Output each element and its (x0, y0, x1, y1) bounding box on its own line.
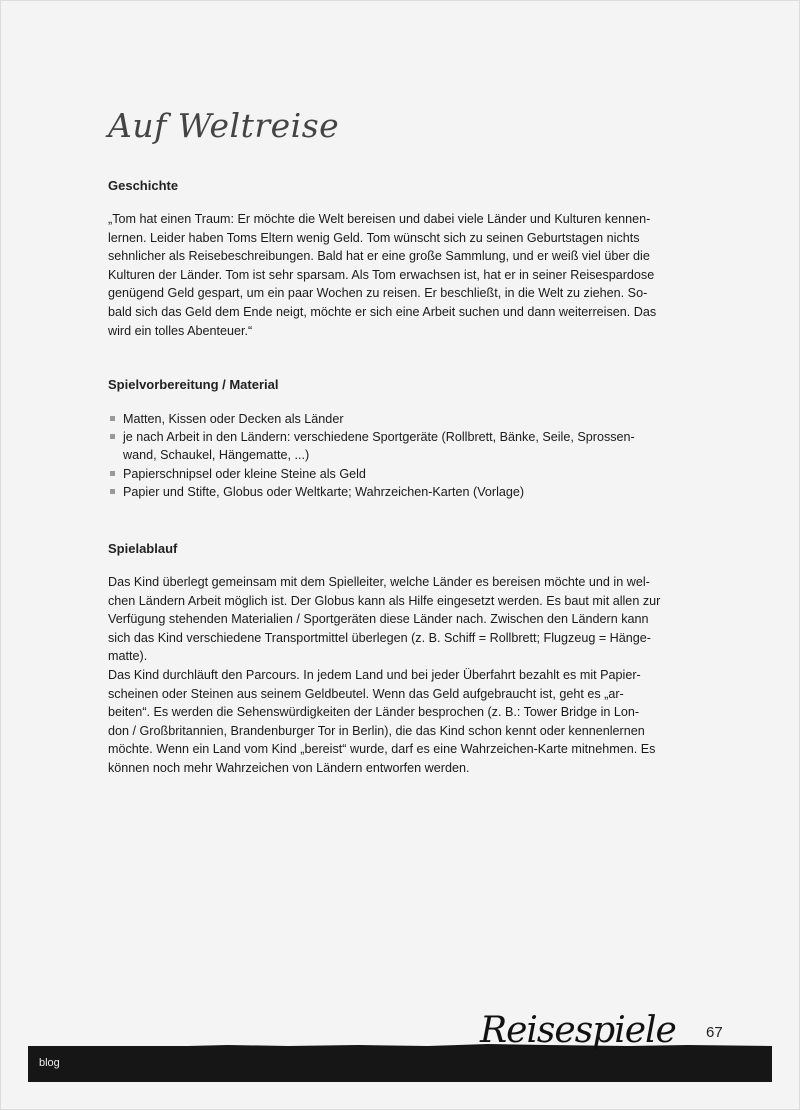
heading-geschichte: Geschichte (108, 178, 179, 193)
text-line: bald sich das Geld dem Ende neigt, möchte er sich eine Arbeit suchen und dann weiterreisen. Das (108, 304, 657, 319)
text-line: don / Großbritannien, Brandenburger Tor in Berlin), die das Kind schon kennt oder kennenlernen (108, 723, 645, 738)
text-line: Kulturen der Länder. Tom ist sehr sparsam. Als Tom erwachsen ist, hat er in seiner Reisespardose (108, 267, 655, 282)
bullet-icon (110, 471, 115, 476)
list-item-text: Papierschnipsel oder kleine Steine als Geld (123, 466, 366, 481)
procedure-paragraph (108, 573, 661, 778)
list-item-text: Papier und Stifte, Globus oder Weltkarte; Wahrzeichen-Karten (Vorlage) (123, 484, 525, 499)
material-list (108, 410, 635, 501)
text-line: können noch mehr Wahrzeichen von Ländern entworfen werden. (108, 760, 470, 775)
text-line: beiten“. Es werden die Sehenswürdigkeiten der Länder besprochen (z. B.: Tower Bridge in Lon- (108, 705, 640, 720)
text-line: sehnlicher als Reisebeschreibungen. Bald hat er eine große Sammlung, und er weiß viel über die (108, 249, 650, 264)
list-item-text: Matten, Kissen oder Decken als Länder (123, 412, 344, 426)
text-line: möchte. Wenn ein Land vom Kind „bereist“ wurde, darf es eine Wahrzeichen-Karte mitnehmen. Es (108, 742, 656, 757)
text-line: matte). (108, 649, 148, 664)
text-line: genügend Geld gespart, um ein paar Wochen zu reisen. Er beschließt, in die Welt zu ziehen. So- (108, 286, 648, 301)
text-line: scheinen oder Steinen aus seinem Geldbeutel. Wenn das Geld aufgebraucht ist, geht es „ar- (108, 686, 624, 701)
section-title: Reisespiele (480, 1010, 676, 1051)
text-line: „Tom hat einen Traum: Er möchte die Welt bereisen und dabei viele Länder und Kulturen kennen- (108, 212, 651, 226)
footer-label: blog (39, 1057, 60, 1069)
list-item-text: je nach Arbeit in den Ländern: verschiedene Sportgeräte (Rollbrett, Bänke, Seile, Sprossen- (123, 430, 635, 445)
list-item (108, 465, 635, 483)
list-item-text: wand, Schaukel, Hängematte, ...) (123, 448, 310, 463)
heading-material: Spielvorbereitung / Material (108, 377, 279, 392)
list-item (108, 410, 635, 428)
heading-spielablauf: Spielablauf (108, 541, 178, 556)
story-paragraph (108, 210, 657, 340)
footer-band (28, 1046, 772, 1082)
list-item (108, 483, 635, 501)
text-line: sich das Kind verschiedene Transportmittel überlegen (z. B. Schiff = Rollbrett; Flugzeug = Hänge- (108, 630, 651, 645)
bullet-icon (110, 434, 115, 439)
bullet-icon (110, 416, 115, 421)
text-line: chen Ländern Arbeit möglich ist. Der Globus kann als Hilfe eingesetzt werden. Es baut mit allen zur (108, 593, 661, 608)
bullet-icon (110, 489, 115, 494)
page-title: Auf Weltreise (108, 106, 340, 146)
text-line: Verfügung stehenden Materialien / Sportgeräten diese Länder nach. Zwischen den Ländern kann (108, 612, 649, 627)
page-number: 67 (706, 1024, 723, 1041)
text-line: Das Kind überlegt gemeinsam mit dem Spielleiter, welche Länder es bereisen möchte und in wel- (108, 575, 650, 589)
text-line: wird ein tolles Abenteuer.“ (108, 323, 253, 338)
list-item (108, 428, 635, 464)
text-line: Das Kind durchläuft den Parcours. In jedem Land und bei jeder Überfahrt bezahlt es mit Papier- (108, 667, 641, 682)
text-line: lernen. Leider haben Toms Eltern wenig Geld. Tom wünscht sich zu seinen Geburtstagen nichts (108, 230, 640, 245)
